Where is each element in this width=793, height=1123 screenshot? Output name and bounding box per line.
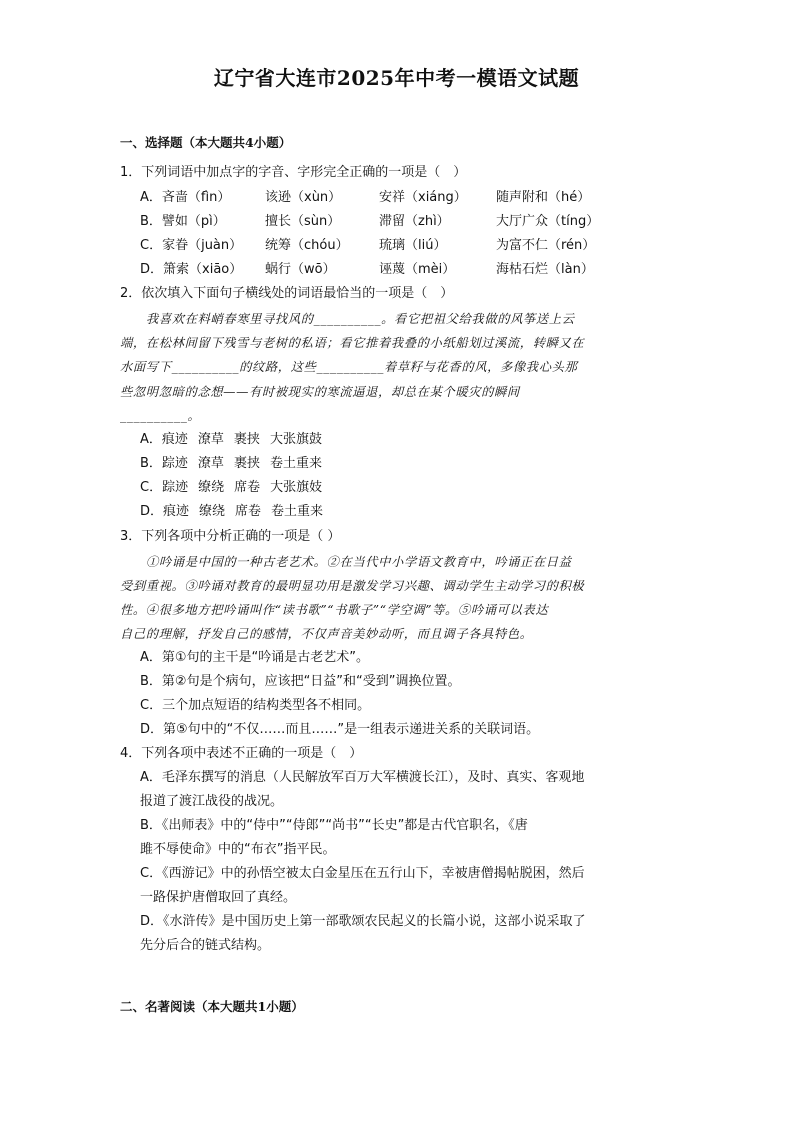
question-4-option: B．《出师表》中的“侍中”“侍郎”“尚书”“长史”都是古代官职名，《唐 bbox=[140, 818, 528, 833]
question-3-option: B．第②句是个病句，应该把“日益”和“受到”调换位置。 bbox=[140, 674, 461, 689]
question-2-option: B．踪迹 潦草 裹挟 卷土重来 bbox=[140, 456, 322, 471]
question-1-option: A．吝啬（fìn） 该逊（xùn） 安祥（xiáng） 随声附和（hé） bbox=[140, 190, 591, 205]
question-2-stem: 2．依次填入下面句子横线处的词语最恰当的一项是（ ） bbox=[120, 286, 454, 301]
question-2-option: C．踪迹 缭绕 席卷 大张旗妓 bbox=[140, 480, 323, 495]
question-3-option: D．第⑤句中的“不仅……而且……”是一组表示递进关系的关联词语。 bbox=[140, 722, 540, 737]
question-1-option: B．譬如（pì） 擅长（sùn） 滞留（zhì） 大厅广众（tíng） bbox=[140, 214, 600, 229]
section-heading-choice: 一、选择题（本大题共4小题） bbox=[120, 135, 292, 150]
question-1-option: D．箫索（xiāo） 蜗行（wō） 诬蔑（mèi） 海枯石烂（làn） bbox=[140, 262, 594, 277]
question-3-option: A．第①句的主干是“吟诵是古老艺术”。 bbox=[140, 650, 370, 665]
question-1-stem: 1．下列词语中加点字的字音、字形完全正确的一项是（ ） bbox=[120, 165, 467, 180]
question-3-passage-line: ①吟诵是中国的一种古老艺术。②在当代中小学语文教育中，吟诵正在日益 bbox=[146, 555, 572, 569]
question-4-option: C．《西游记》中的孙悟空被太白金星压在五行山下，幸被唐僧揭帖脱困，然后 bbox=[140, 866, 585, 881]
question-2-passage-line: 些忽明忽暗的念想——有时被现实的寒流逼退，却总在某个暖灾的瞬间 bbox=[120, 385, 520, 399]
section-heading-reading: 二、名著阅读（本大题共1小题） bbox=[120, 999, 304, 1014]
question-4-stem: 4．下列各项中表述不正确的一项是（ ） bbox=[120, 746, 363, 761]
question-1-option: C．家眷（juàn） 统筹（chóu） 琉璃（liú） 为富不仁（rén） bbox=[140, 238, 596, 253]
question-2-passage-line: 我喜欢在料峭春寒里寻找风的__________。看它把祖父给我做的风筝送上云 bbox=[146, 312, 575, 326]
question-2-passage-line: 端，在松林间留下残雪与老树的私语；看它推着我叠的小纸船划过溪流，转瞬又在 bbox=[120, 336, 585, 350]
question-2-option: A．痕迹 潦草 裹挟 大张旗鼓 bbox=[140, 432, 322, 447]
question-3-passage-line: 性。④很多地方把吟诵叫作“读书歌”“书歌子”“学空调”等。⑤吟诵可以表达 bbox=[120, 603, 549, 617]
question-3-stem: 3．下列各项中分析正确的一项是（ ） bbox=[120, 529, 341, 544]
question-4-option-continued: 报道了渡江战役的战况。 bbox=[140, 794, 284, 809]
question-4-option: A．毛泽东撰写的消息（人民解放军百万大军横渡长江），及时、真实、客观地 bbox=[140, 770, 585, 785]
question-4-option: D．《水浒传》是中国历史上第一部歌颂农民起义的长篇小说，这部小说采取了 bbox=[140, 914, 586, 929]
question-3-passage-line: 受到重视。③吟诵对教育的最明显功用是激发学习兴趣、调动学生主动学习的积极 bbox=[120, 579, 585, 593]
question-4-option-continued: 雎不辱使命》中的“布衣”指平民。 bbox=[140, 842, 336, 857]
question-2-option: D．痕迹 缭绕 席卷 卷土重来 bbox=[140, 504, 324, 519]
question-4-option-continued: 先分后合的链式结构。 bbox=[140, 938, 271, 953]
question-3-option: C．三个加点短语的结构类型各不相同。 bbox=[140, 698, 371, 713]
page-title: 辽宁省大连市2025年中考一模语文试题 bbox=[213, 66, 580, 90]
question-2-passage-line: __________。 bbox=[120, 409, 201, 423]
question-3-passage-line: 自己的理解，抒发自己的感情，不仅声音美妙动听，而且调子各具特色。 bbox=[120, 627, 533, 641]
question-2-passage-line: 水面写下__________的纹路，这些__________着草籽与花香的风，多像我心头那 bbox=[120, 360, 578, 374]
question-4-option-continued: 一路保护唐僧取回了真经。 bbox=[140, 890, 297, 905]
